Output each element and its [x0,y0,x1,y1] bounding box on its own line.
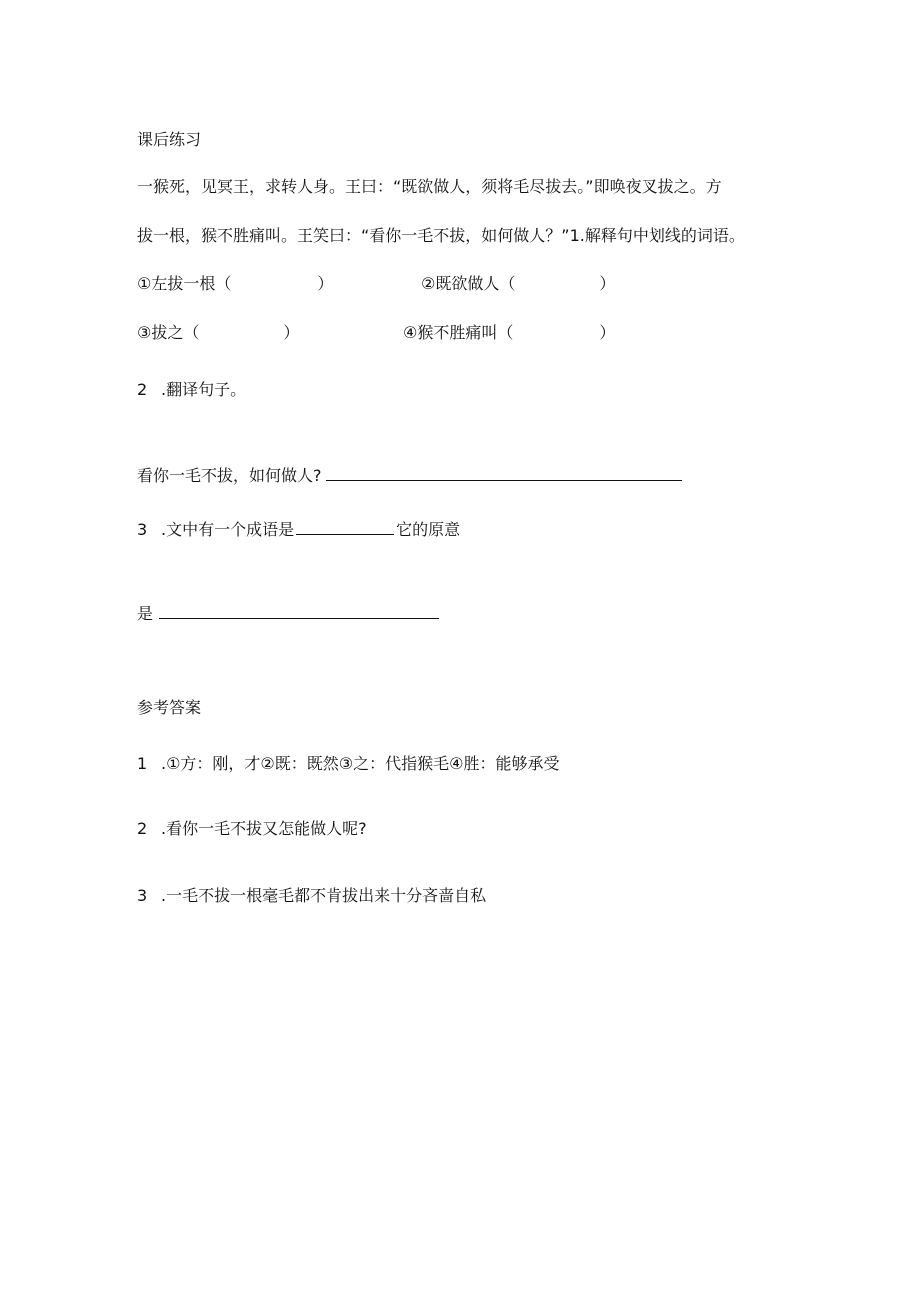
q1-item-label: ④猴不胜痛叫（ [403,323,514,342]
q1-item-close: ） [599,323,616,342]
answer-1-number: 1 [137,754,148,773]
q1-item-4 [403,323,615,343]
passage-line-1: 一猴死，见冥王，求转人身。王曰：“既欲做人，须将毛尽拔去。”即唤夜叉拔之。方 [137,177,722,196]
q1-item-close: ） [283,323,300,342]
q2-sentence-line [137,464,682,486]
q3-meaning-blank[interactable] [159,602,439,619]
answer-3-text: .一毛不拔一根毫毛都不肯拔出来十分吝啬自私 [161,886,487,905]
q1-item-label: ②既欲做人（ [421,274,516,293]
q1-item-close: ） [317,274,334,293]
q3-line [137,518,460,540]
q3-idiom-blank[interactable] [296,518,394,535]
answer-1 [137,754,559,774]
q1-item-3 [137,323,299,343]
answer-2 [137,819,367,839]
answer-3-number: 3 [137,886,148,905]
q1-item-label: ③拔之（ [137,323,200,342]
q3-meaning-line [137,602,439,624]
q2-answer-blank[interactable] [326,464,682,481]
q3-text-a: .文中有一个成语是 [161,520,295,539]
answer-2-number: 2 [137,819,148,838]
q2-text: .翻译句子。 [161,380,247,399]
q1-item-close: ） [599,274,616,293]
answer-2-text: .看你一毛不拔又怎能做人呢? [161,819,367,838]
q1-item-2 [421,274,615,294]
exercise-title: 课后练习 [137,130,202,149]
q2-sentence: 看你一毛不拔，如何做人? [137,466,322,485]
passage-line-2: 拔一根，猴不胜痛叫。王笑曰：“看你一毛不拔，如何做人？”1.解释句中划线的词语。 [137,226,745,245]
q3-text-c: 是 [137,604,154,623]
answer-3 [137,886,486,906]
answers-title: 参考答案 [137,698,202,717]
q3-text-b: 它的原意 [396,520,461,539]
q1-item-1 [137,274,333,294]
q2-number: 2 [137,380,148,399]
q3-number: 3 [137,520,148,539]
q1-item-label: ①左拔一根（ [137,274,232,293]
q2-heading [137,380,246,400]
answer-1-text: .①方：刚，才②既：既然③之：代指猴毛④胜：能够承受 [161,754,560,773]
